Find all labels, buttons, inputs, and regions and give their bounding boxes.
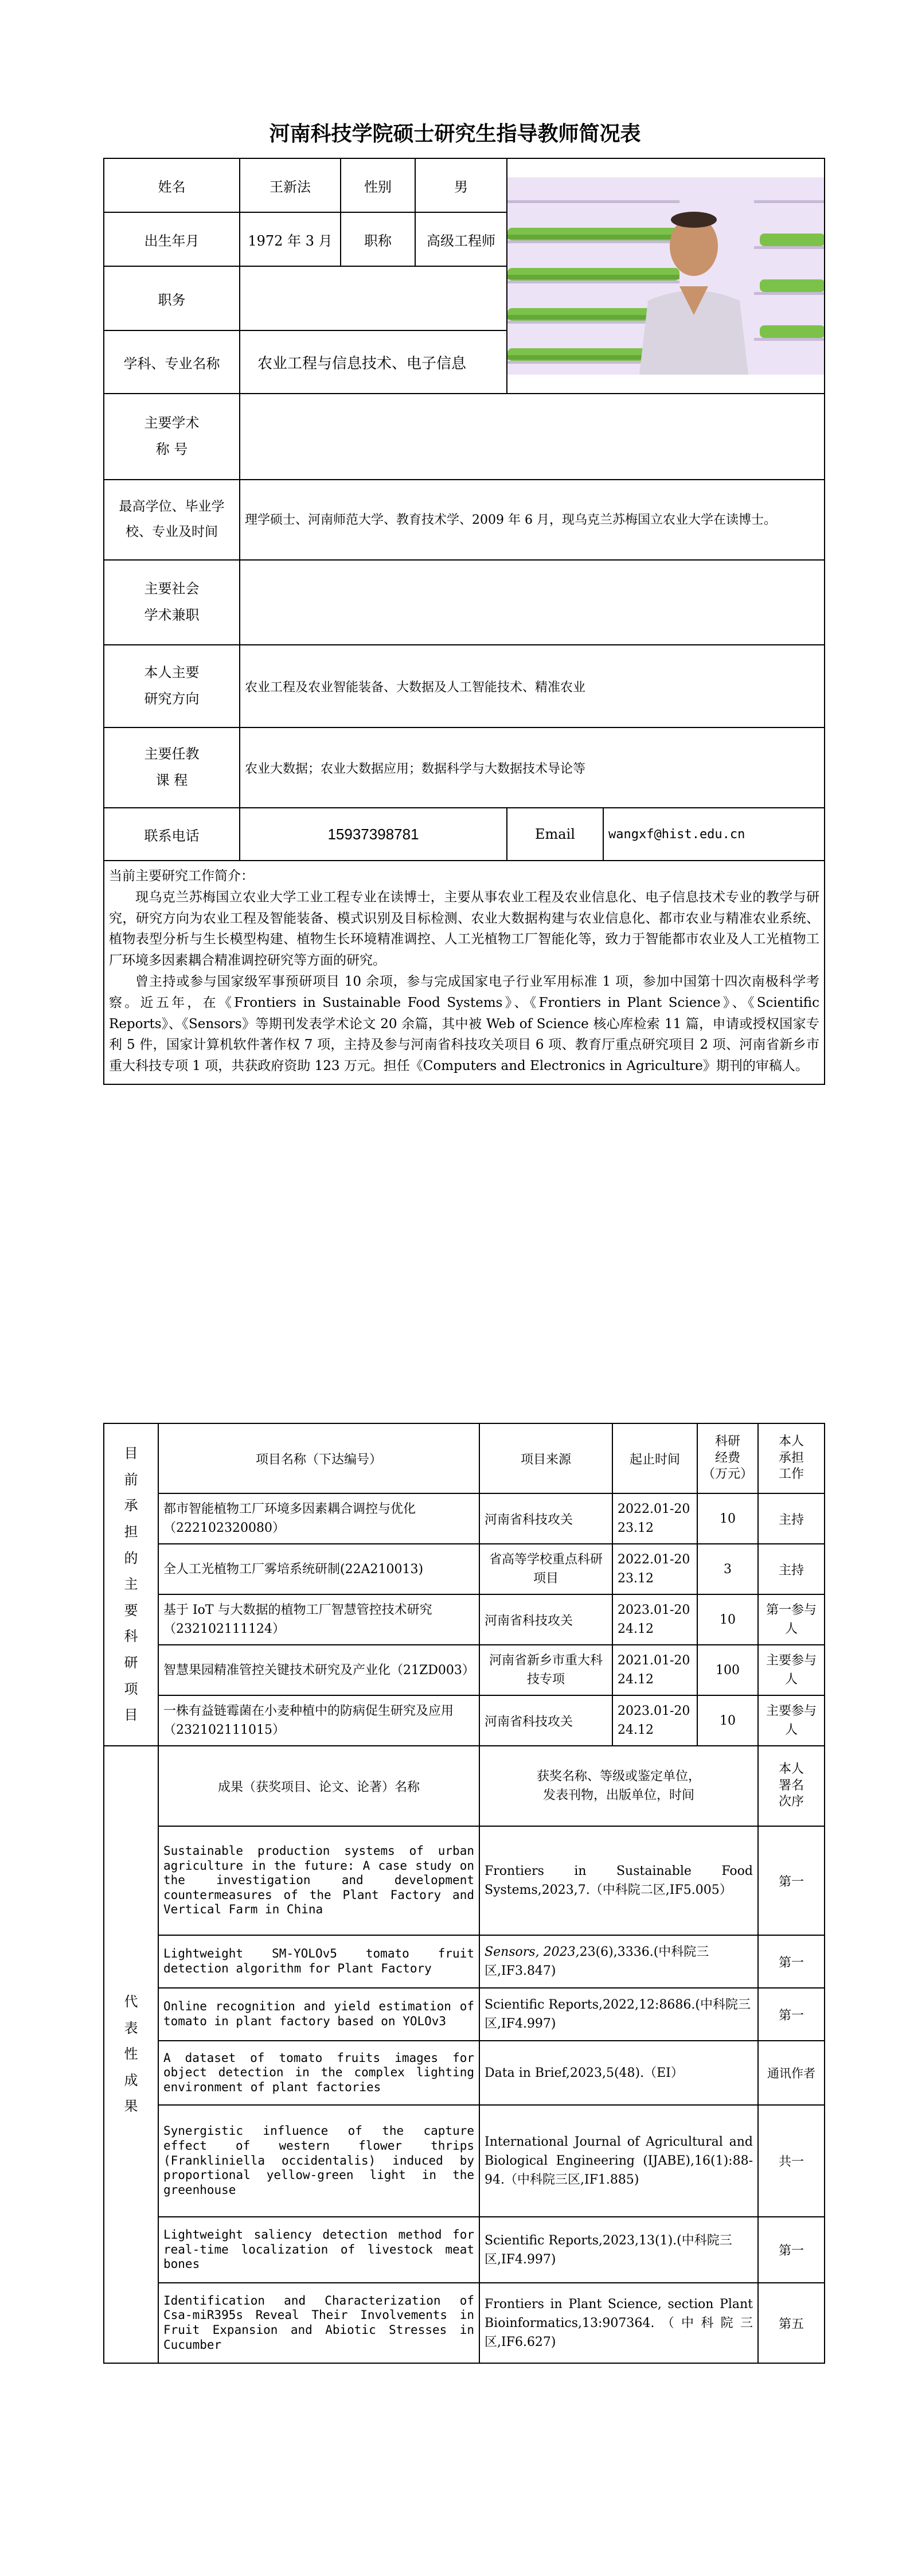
achievement-journal: International Journal of Agricultural and Biological Engineering (IJABE),16(1):88-94.（中科院三区,IF1.885): [479, 2105, 758, 2217]
title-value: 高级工程师: [415, 212, 507, 266]
achievement-row: [104, 2217, 825, 2283]
side-label-char: 目: [124, 1445, 138, 1462]
achievement-row: [104, 1826, 825, 1935]
projects-header-period: 起止时间: [612, 1423, 697, 1493]
achievement-name: Lightweight SM-YOLOv5 tomato fruit detection algorithm for Plant Factory: [158, 1935, 479, 1988]
project-role: 主持: [758, 1493, 825, 1544]
achievements-header-name: 成果（获奖项目、论文、论著）名称: [158, 1746, 479, 1826]
research-intro: [104, 861, 825, 1084]
project-name: 一株有益链霉菌在小麦种植中的防病促生研究及应用（232102111015）: [158, 1695, 479, 1746]
project-name: 智慧果园精准管控关键技术研究及产业化（21ZD003）: [158, 1645, 479, 1695]
achievements-header-rank: 本人 署名 次序: [758, 1746, 825, 1826]
side-label-char: 性: [124, 2046, 138, 2063]
side-label-char: 代: [124, 1994, 138, 2010]
projects-achievements-table: [103, 1423, 825, 2364]
side-label-char: 的: [124, 1550, 138, 1566]
project-role: 第一参与人: [758, 1594, 825, 1645]
project-row: [104, 1695, 825, 1746]
project-role: 主要参与人: [758, 1695, 825, 1746]
email-label: Email: [507, 808, 603, 861]
courses-value: 农业大数据；农业大数据应用；数据科学与大数据技术导论等: [240, 727, 825, 808]
achievement-journal: Scientific Reports,2022,12:8686.(中科院三区,IF4.997): [479, 1988, 758, 2041]
project-source: 河南省科技攻关: [479, 1695, 612, 1746]
achievement-name: A dataset of tomato fruits images for object detection in the complex lighting environment of plant factories: [158, 2041, 479, 2105]
achievement-name: Online recognition and yield estimation of tomato in plant factory based on YOLOv3: [158, 1988, 479, 2041]
project-period: 2022.01-2023.12: [612, 1493, 697, 1544]
project-role: 主要参与人: [758, 1645, 825, 1695]
courses-label: 主要任教 课 程: [104, 727, 240, 808]
projects-header-role: 本人 承担 工作: [758, 1423, 825, 1493]
achievement-rank: 第一: [758, 1826, 825, 1935]
project-name: 全人工光植物工厂雾培系统研制(22A210013): [158, 1544, 479, 1594]
side-label-char: 担: [124, 1524, 138, 1540]
project-row: [104, 1645, 825, 1695]
achievement-name: Lightweight saliency detection method for real-time localization of livestock meat bones: [158, 2217, 479, 2283]
project-period: 2023.01-2024.12: [612, 1594, 697, 1645]
project-funding: 10: [697, 1493, 758, 1544]
side-label-char: 承: [124, 1497, 138, 1514]
projects-header-name: 项目名称（下达编号）: [158, 1423, 479, 1493]
degree-value: 理学硕士、河南师范大学、教育技术学、2009 年 6 月，现乌克兰苏梅国立农业大学在读博士。: [240, 480, 825, 560]
email-value: wangxf@hist.edu.cn: [603, 808, 825, 861]
project-row: [104, 1544, 825, 1594]
project-source: 河南省科技攻关: [479, 1493, 612, 1544]
project-funding: 10: [697, 1695, 758, 1746]
project-row: [104, 1594, 825, 1645]
project-source: 河南省新乡市重大科技专项: [479, 1645, 612, 1695]
research-intro-heading: 当前主要研究工作简介：: [109, 869, 254, 884]
project-period: 2023.01-2024.12: [612, 1695, 697, 1746]
achievements-side-label: [104, 1746, 158, 2363]
achievement-rank: 第五: [758, 2283, 825, 2363]
phone-label: 联系电话: [104, 808, 240, 861]
achievement-row: [104, 1988, 825, 2041]
research-value: 农业工程及农业智能装备、大数据及人工智能技术、精准农业: [240, 645, 825, 727]
side-label-char: 要: [124, 1602, 138, 1618]
project-row: [104, 1493, 825, 1544]
side-label-char: 表: [124, 2019, 138, 2036]
side-label-char: 果: [124, 2098, 138, 2115]
academic-title-label: 主要学术 称 号: [104, 394, 240, 480]
projects-side-label: [104, 1423, 158, 1746]
achievement-rank: 通讯作者: [758, 2041, 825, 2105]
project-name: 都市智能植物工厂环境多因素耦合调控与优化（222102320080）: [158, 1493, 479, 1544]
side-label-char: 成: [124, 2072, 138, 2088]
project-funding: 100: [697, 1645, 758, 1695]
achievement-row: [104, 1935, 825, 1988]
project-funding: 10: [697, 1594, 758, 1645]
achievement-rank: 第一: [758, 1988, 825, 2041]
achievement-row: [104, 2041, 825, 2105]
side-label-char: 项: [124, 1680, 138, 1697]
phone-value: 15937398781: [240, 808, 507, 861]
achievements-header-award: 获奖名称、等级或鉴定单位， 发表刊物，出版单位，时间: [479, 1746, 758, 1826]
discipline-label: 学科、专业名称: [104, 330, 240, 394]
birth-value: 1972 年 3 月: [240, 212, 341, 266]
project-period: 2021.01-2024.12: [612, 1645, 697, 1695]
achievement-name: Sustainable production systems of urban agriculture in the future: A case study on the investigation and development countermeasures of the Plant Factory and Vertical Farm in China: [158, 1826, 479, 1935]
research-intro-paragraph-2: 曾主持或参与国家级军事预研项目 10 余项，参与完成国家电子行业军用标准 1 项，参加中国第十四次南极科学考察。近五年，在《Frontiers in Sustainable Food Systems》、《Frontiers in Plant Science》、《Scientific Reports》、《Sensors》等期刊发表学术论文 20 余篇，其中被 Web of Science 核心库检索 11 篇，申请或授权国家专利 5 件，国家计算机软件著作权 7 项，主持及参与河南省科技攻关项目 6 项、教育厅重点研究项目 2 项、河南省新乡市重大科技专项 1 项，共获政府资助 123 万元。担任《Computers and Electronics in Agriculture》期刊的审稿人。: [109, 974, 819, 1074]
side-label-char: 目: [124, 1707, 138, 1723]
title-label: 职称: [341, 212, 415, 266]
teacher-photo: [507, 177, 824, 375]
project-period: 2022.01-2023.12: [612, 1544, 697, 1594]
achievement-journal: Sensors, 2023,23(6),3336.(中科院三区,IF3.847): [479, 1935, 758, 1988]
achievement-rank: 共一: [758, 2105, 825, 2217]
side-label-char: 主: [124, 1576, 138, 1593]
gender-label: 性别: [341, 158, 415, 212]
achievement-rank: 第一: [758, 2217, 825, 2283]
project-source: 河南省科技攻关: [479, 1594, 612, 1645]
projects-header-source: 项目来源: [479, 1423, 612, 1493]
side-label-char: 科: [124, 1628, 138, 1645]
research-intro-paragraph-1: 现乌克兰苏梅国立农业大学工业工程专业在读博士，主要从事农业工程及农业信息化、电子信息技术专业的教学与研究，研究方向为农业工程及智能装备、模式识别及目标检测、农业大数据构建与农业信息化、都市农业与精准农业系统、植物表型分析与生长模型构建、植物生长环境精准调控、人工光植物工厂智能化等，致力于智能都市农业及人工光植物工厂环境多因素耦合精准调控研究等方面的研究。: [109, 889, 819, 968]
project-source: 省高等学校重点科研项目: [479, 1544, 612, 1594]
achievement-journal: Data in Brief,2023,5(48).（EI）: [479, 2041, 758, 2105]
academic-title-value: [240, 394, 825, 480]
projects-header-funding: 科研 经费 （万元）: [697, 1423, 758, 1493]
research-label: 本人主要 研究方向: [104, 645, 240, 727]
gender-value: 男: [415, 158, 507, 212]
project-name: 基于 IoT 与大数据的植物工厂智慧管控技术研究（232102111124）: [158, 1594, 479, 1645]
degree-label: 最高学位、毕业学 校、专业及时间: [104, 480, 240, 560]
birth-label: 出生年月: [104, 212, 240, 266]
social-label: 主要社会 学术兼职: [104, 560, 240, 645]
info-table: [103, 158, 825, 1085]
side-label-char: 研: [124, 1654, 138, 1671]
achievement-name: Identification and Characterization of Csa-miR395s Reveal Their Involvements in Fruit Expansion and Abiotic Stresses in Cucumber: [158, 2283, 479, 2363]
project-role: 主持: [758, 1544, 825, 1594]
page-title: 河南科技学院硕士研究生指导教师简况表: [269, 122, 641, 146]
achievement-row: [104, 2283, 825, 2363]
achievement-rank: 第一: [758, 1935, 825, 1988]
achievement-name: Synergistic influence of the capture effect of western flower thrips (Frankliniella occidentalis) induced by proportional yellow-green light in the greenhouse: [158, 2105, 479, 2217]
side-label-char: 前: [124, 1471, 138, 1488]
name-value: 王新法: [240, 158, 341, 212]
achievement-journal: Frontiers in Sustainable Food Systems,2023,7.（中科院二区,IF5.005）: [479, 1826, 758, 1935]
achievement-journal: Frontiers in Plant Science, section Plant Bioinformatics,13:907364.（中科院三区,IF6.627): [479, 2283, 758, 2363]
photo-cell: [507, 158, 825, 394]
social-value: [240, 560, 825, 645]
achievement-row: [104, 2105, 825, 2217]
project-funding: 3: [697, 1544, 758, 1594]
discipline-value: 农业工程与信息技术、电子信息: [240, 330, 507, 394]
achievement-journal: Scientific Reports,2023,13(1).(中科院三区,IF4.997): [479, 2217, 758, 2283]
position-value: [240, 266, 507, 330]
position-label: 职务: [104, 266, 240, 330]
name-label: 姓名: [104, 158, 240, 212]
